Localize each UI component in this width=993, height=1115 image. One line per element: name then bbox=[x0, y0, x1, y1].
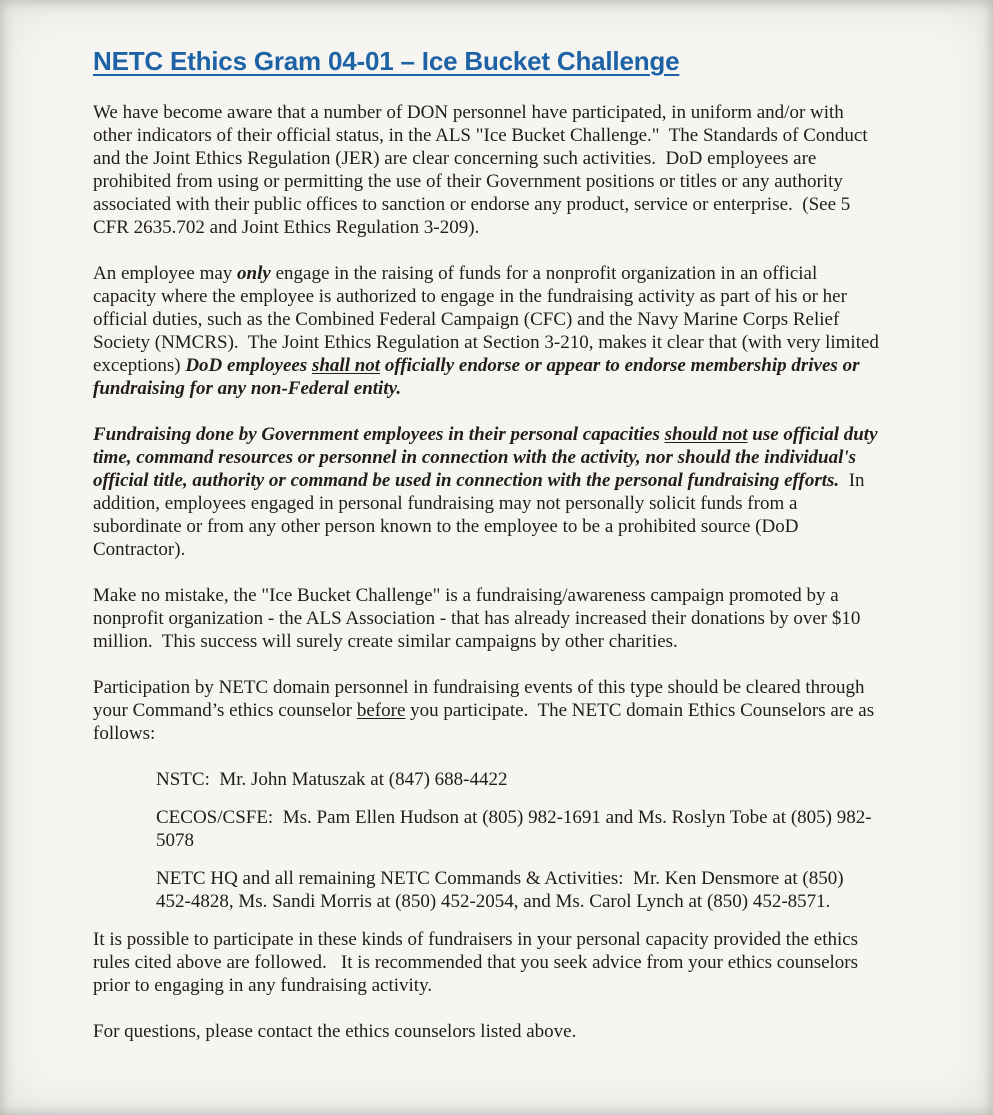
text-run: you participate. The NETC domain Ethics Counselors are as follows: bbox=[93, 700, 879, 744]
text-run: should not bbox=[664, 424, 748, 445]
text-run: shall not bbox=[311, 355, 381, 376]
paragraph bbox=[93, 584, 883, 653]
text-run: DoD employees bbox=[185, 355, 312, 376]
paragraph bbox=[93, 262, 883, 400]
text-run: only bbox=[237, 263, 271, 284]
text-run: Fundraising done by Government employees in their personal capacities bbox=[93, 424, 665, 445]
paragraph bbox=[93, 676, 883, 745]
paragraph bbox=[93, 423, 883, 561]
paragraph bbox=[93, 101, 883, 239]
text-run: Participation by NETC domain personnel in fundraising events of this type should be cleared through your Command’s ethics counselor bbox=[93, 677, 870, 721]
text-run: NSTC: Mr. John Matuszak at (847) 688-4422 bbox=[156, 769, 508, 790]
text-run: officially endorse or appear to endorse membership drives or fundraising for any non-Federal entity. bbox=[93, 355, 865, 399]
text-run: use official duty time, command resources or personnel in connection with the activity, nor should the individual's official title, authority or command be used in connection with the personal fundraising efforts. bbox=[93, 424, 883, 491]
text-run: In addition, employees engaged in personal fundraising may not personally solicit funds from a subordinate or from any other person known to the employee to be a prohibited source (DoD Contractor). bbox=[93, 470, 870, 560]
text-run: before bbox=[356, 700, 406, 721]
text-run: We have become aware that a number of DON personnel have participated, in uniform and/or with other indicators of their official status, in the ALS "Ice Bucket Challenge." The Standards of Conduct and the Joint Ethics Regulation (JER) are clear concerning such activities. DoD employees are prohibited from using or permitting the use of their Government positions or titles or any authority associated with their public offices to sanction or endorse any product, service or enterprise. (See 5 CFR 2635.702 and Joint Ethics Regulation 3-209). bbox=[93, 102, 873, 238]
document-body bbox=[93, 101, 883, 1043]
text-run: Make no mistake, the "Ice Bucket Challenge" is a fundraising/awareness campaign promoted by a nonprofit organization - the ALS Association - that has already increased their donations by over $10 million. This success will surely create similar campaigns by other charities. bbox=[93, 585, 866, 652]
text-run: For questions, please contact the ethics counselors listed above. bbox=[93, 1021, 577, 1042]
text-run: An employee may bbox=[93, 263, 238, 284]
list-item bbox=[93, 768, 883, 791]
text-run: It is possible to participate in these kinds of fundraisers in your personal capacity provided the ethics rules cited above are followed. It is recommended that you seek advice from your ethics counselors prior to engaging in any fundraising activity. bbox=[93, 929, 863, 996]
text-run: NETC HQ and all remaining NETC Commands & Activities: Mr. Ken Densmore at (850) 452-4828, Ms. Sandi Morris at (850) 452-2054, and Ms. Carol Lynch at (850) 452-8571. bbox=[156, 868, 849, 912]
list-item bbox=[93, 867, 883, 913]
text-run: CECOS/CSFE: Ms. Pam Ellen Hudson at (805) 982-1691 and Ms. Roslyn Tobe at (805) 982-5078 bbox=[156, 807, 872, 851]
page-title: NETC Ethics Gram 04-01 – Ice Bucket Challenge bbox=[93, 46, 680, 76]
list-item bbox=[93, 806, 883, 852]
text-run: engage in the raising of funds for a nonprofit organization in an official capacity where the employee is authorized to engage in the fundraising activity as part of his or her official duties, such as the Combined Federal Campaign (CFC) and the Navy Marine Corps Relief Society (NMCRS). The Joint Ethics Regulation at Section 3-210, makes it clear that (with very limited exceptions) bbox=[93, 263, 884, 376]
paragraph bbox=[93, 928, 883, 997]
paragraph bbox=[93, 1020, 883, 1043]
